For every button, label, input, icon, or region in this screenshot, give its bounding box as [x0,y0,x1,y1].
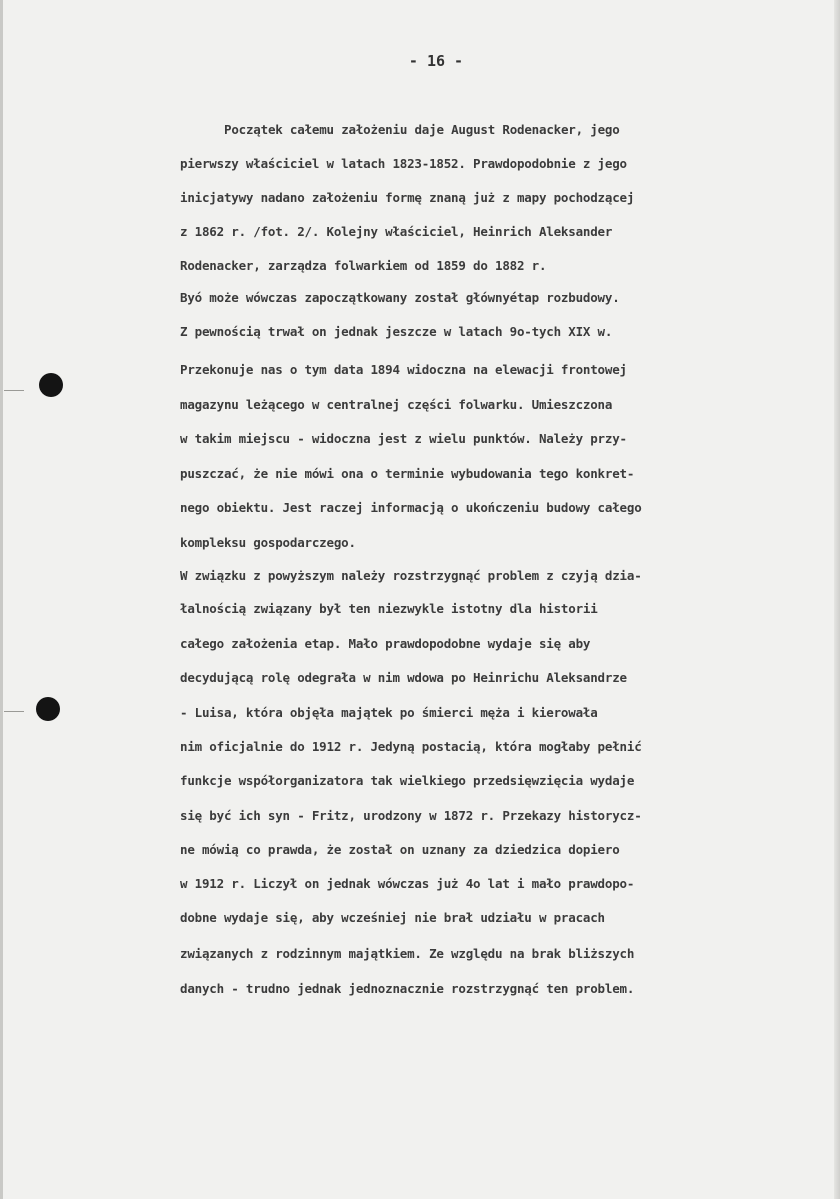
text-line: inicjatywy nadano założeniu formę znaną już z mapy pochodzącej [180,190,635,205]
text-line: W związku z powyższym należy rozstrzygnąć problem z czyją dzia- [180,568,642,583]
text-line: związanych z rodzinnym majątkiem. Ze względu na brak bliższych [180,946,635,961]
text-line: ne mówią co prawda, że został on uznany za dziedzica dopiero [180,842,620,857]
text-line: Rodenacker, zarządza folwarkiem od 1859 do 1882 r. [180,258,547,273]
text-line: Przekonuje nas o tym data 1894 widoczna na elewacji frontowej [180,362,627,377]
text-line: danych - trudno jednak jednoznacznie rozstrzygnąć ten problem. [180,981,635,996]
text-line: nim oficjalnie do 1912 r. Jedyną postacią, która mogłaby pełnić [180,739,642,754]
margin-mark-bottom [4,711,24,712]
page-number: - 16 - [408,52,464,70]
text-line: z 1862 r. /fot. 2/. Kolejny właściciel, Heinrich Aleksander [180,224,613,239]
text-line: w 1912 r. Liczył on jednak wówczas już 4o lat i mało prawdopo- [180,876,635,891]
text-line: nego obiektu. Jest raczej informacją o ukończeniu budowy całego [180,500,642,515]
text-line: pierwszy właściciel w latach 1823-1852. Prawdopodobnie z jego [180,156,627,171]
page-left-edge [0,0,3,1199]
text-line: Z pewnością trwał on jednak jeszcze w latach 9o-tych XIX w. [180,324,613,339]
text-line: Byó może wówczas zapoczątkowany został głównyétap rozbudowy. [180,290,620,305]
text-line: łalnością związany był ten niezwykle istotny dla historii [180,601,598,616]
text-line: dobne wydaje się, aby wcześniej nie brał udziału w pracach [180,910,605,925]
text-line: decydującą rolę odegrała w nim wdowa po Heinrichu Aleksandrze [180,670,627,685]
punch-hole-bottom [36,697,60,721]
punch-hole-top [39,373,63,397]
text-line: funkcje współorganizatora tak wielkiego przedsięwzięcia wydaje [180,773,635,788]
text-line: kompleksu gospodarczego. [180,535,356,550]
text-line: puszczać, że nie mówi ona o terminie wybudowania tego konkret- [180,466,635,481]
text-line: się być ich syn - Fritz, urodzony w 1872 r. Przekazy historycz- [180,808,642,823]
text-line: - Luisa, która objęła majątek po śmierci męża i kierowała [180,705,598,720]
page-right-edge [834,0,840,1199]
text-line: magazynu leżącego w centralnej części folwarku. Umieszczona [180,397,613,412]
margin-mark-top [4,390,24,391]
text-line: całego założenia etap. Mało prawdopodobne wydaje się aby [180,636,591,651]
text-line: w takim miejscu - widoczna jest z wielu punktów. Należy przy- [180,431,627,446]
text-line: Początek całemu założeniu daje August Rodenacker, jego [224,122,620,137]
